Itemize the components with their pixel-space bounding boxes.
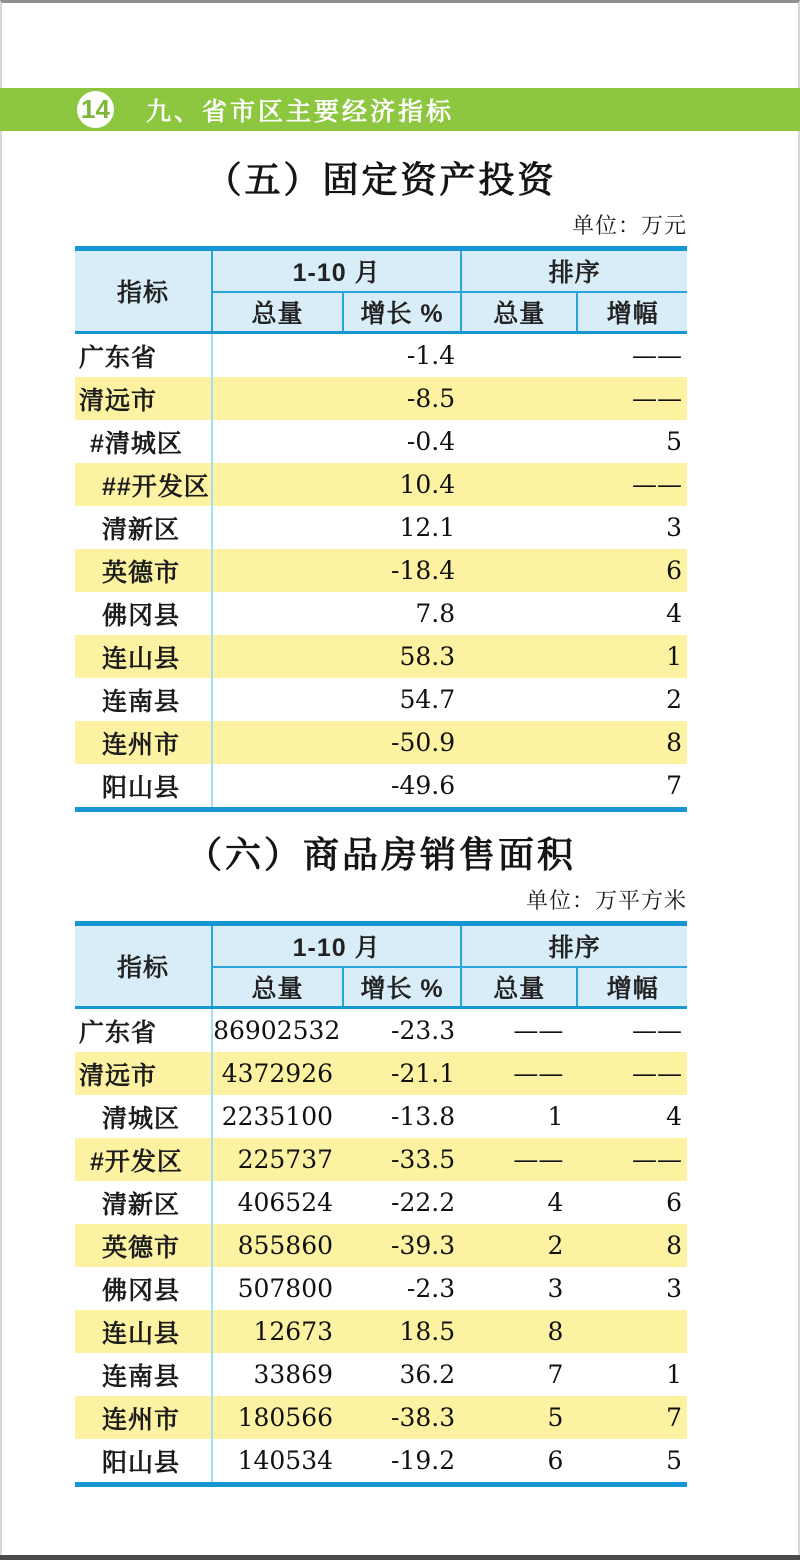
row-label-cell: #开发区	[75, 1138, 212, 1181]
row-label-cell: 连州市	[75, 721, 212, 764]
rank-total-cell: ——	[461, 1008, 577, 1053]
growth-cell: -8.5	[343, 377, 461, 420]
rank-growth-cell: 8	[577, 721, 687, 764]
total-cell	[212, 721, 343, 764]
col-group-period: 1-10 月	[212, 249, 461, 293]
total-cell: 855860	[212, 1224, 343, 1267]
total-cell: 180566	[212, 1396, 343, 1439]
col-header-rank-growth: 增幅	[577, 292, 687, 333]
rank-total-cell	[461, 678, 577, 721]
rank-growth-cell: 7	[577, 764, 687, 810]
table-row	[75, 463, 687, 506]
growth-cell: -50.9	[343, 721, 461, 764]
page-number-badge	[77, 91, 114, 128]
row-label-cell: 清远市	[75, 377, 212, 420]
rank-total-cell	[461, 463, 577, 506]
col-header-growth: 增长 %	[343, 967, 461, 1008]
rank-total-cell: 7	[461, 1353, 577, 1396]
table-row	[75, 333, 687, 378]
growth-cell: -39.3	[343, 1224, 461, 1267]
section-title: 九、省市区主要经济指标	[146, 97, 455, 126]
rank-growth-cell: 1	[577, 635, 687, 678]
row-label-cell: 清新区	[75, 1181, 212, 1224]
table-title: （五）固定资产投资	[205, 159, 557, 200]
growth-cell: -49.6	[343, 764, 461, 810]
growth-cell: 10.4	[343, 463, 461, 506]
table-row	[75, 764, 687, 810]
col-group-period: 1-10 月	[212, 924, 461, 968]
rank-total-cell: 2	[461, 1224, 577, 1267]
rank-growth-cell	[577, 1310, 687, 1353]
table-row	[75, 1439, 687, 1485]
rank-total-cell	[461, 333, 577, 378]
total-cell	[212, 377, 343, 420]
rank-growth-cell: 8	[577, 1224, 687, 1267]
growth-cell: 36.2	[343, 1353, 461, 1396]
table-row	[75, 506, 687, 549]
rank-total-cell	[461, 420, 577, 463]
row-label-cell: ##开发区	[75, 463, 212, 506]
col-header-rank-growth: 增幅	[577, 967, 687, 1008]
rank-growth-cell: ——	[577, 1008, 687, 1053]
total-cell	[212, 764, 343, 810]
total-cell	[212, 635, 343, 678]
col-header-growth: 增长 %	[343, 292, 461, 333]
rank-total-cell: ——	[461, 1052, 577, 1095]
rank-growth-cell: 6	[577, 549, 687, 592]
row-label-cell: 连南县	[75, 1353, 212, 1396]
growth-cell: -23.3	[343, 1008, 461, 1053]
table-section-fixed-asset-investment	[75, 158, 687, 812]
total-cell: 86902532	[212, 1008, 343, 1053]
rank-total-cell: ——	[461, 1138, 577, 1181]
col-header-rank-total: 总量	[461, 967, 577, 1008]
growth-cell: -2.3	[343, 1267, 461, 1310]
table-row	[75, 1224, 687, 1267]
total-cell	[212, 549, 343, 592]
rank-growth-cell: 5	[577, 420, 687, 463]
row-label-cell: 连州市	[75, 1396, 212, 1439]
growth-cell: -13.8	[343, 1095, 461, 1138]
col-header-total: 总量	[212, 292, 343, 333]
total-cell	[212, 678, 343, 721]
row-label-cell: 英德市	[75, 549, 212, 592]
rank-growth-cell: 4	[577, 1095, 687, 1138]
rank-total-cell	[461, 721, 577, 764]
table-row	[75, 1310, 687, 1353]
table-row	[75, 1353, 687, 1396]
rank-growth-cell: 5	[577, 1439, 687, 1485]
rank-growth-cell: ——	[577, 333, 687, 378]
row-label-cell: 佛冈县	[75, 592, 212, 635]
rank-total-cell: 1	[461, 1095, 577, 1138]
rank-total-cell: 3	[461, 1267, 577, 1310]
growth-cell: 18.5	[343, 1310, 461, 1353]
table-row	[75, 678, 687, 721]
growth-cell: -22.2	[343, 1181, 461, 1224]
total-cell: 225737	[212, 1138, 343, 1181]
col-group-rank: 排序	[461, 249, 687, 293]
growth-cell: -38.3	[343, 1396, 461, 1439]
housing-sales-area-table	[75, 921, 687, 1487]
col-group-rank: 排序	[461, 924, 687, 968]
rank-total-cell: 4	[461, 1181, 577, 1224]
total-cell	[212, 463, 343, 506]
rank-growth-cell: 6	[577, 1181, 687, 1224]
row-label-cell: 连南县	[75, 678, 212, 721]
growth-cell: 12.1	[343, 506, 461, 549]
row-label-cell: 广东省	[75, 333, 212, 378]
table-row	[75, 377, 687, 420]
table-row	[75, 549, 687, 592]
rank-growth-cell: 3	[577, 506, 687, 549]
col-header-rank-total: 总量	[461, 292, 577, 333]
row-label-cell: 阳山县	[75, 1439, 212, 1485]
rank-total-cell	[461, 377, 577, 420]
growth-cell: -21.1	[343, 1052, 461, 1095]
table-row	[75, 1008, 687, 1053]
page-number: 14	[81, 94, 110, 124]
rank-total-cell: 5	[461, 1396, 577, 1439]
col-header-indicator: 指标	[75, 924, 212, 1008]
row-label-cell: 阳山县	[75, 764, 212, 810]
table-row	[75, 1095, 687, 1138]
rank-growth-cell: 1	[577, 1353, 687, 1396]
row-label-cell: 佛冈县	[75, 1267, 212, 1310]
total-cell: 507800	[212, 1267, 343, 1310]
rank-total-cell	[461, 764, 577, 810]
rank-growth-cell: 2	[577, 678, 687, 721]
rank-total-cell: 8	[461, 1310, 577, 1353]
row-label-cell: #清城区	[75, 420, 212, 463]
rank-total-cell	[461, 592, 577, 635]
row-label-cell: 广东省	[75, 1008, 212, 1053]
rank-growth-cell: ——	[577, 1052, 687, 1095]
table-row	[75, 1181, 687, 1224]
total-cell	[212, 506, 343, 549]
rank-growth-cell: ——	[577, 1138, 687, 1181]
total-cell	[212, 420, 343, 463]
table-row	[75, 721, 687, 764]
rank-total-cell: 6	[461, 1439, 577, 1485]
table-row	[75, 592, 687, 635]
fixed-asset-investment-table	[75, 246, 687, 812]
unit-label: 单位：万平方米	[525, 888, 687, 913]
unit-label: 单位：万元	[571, 213, 687, 238]
growth-cell: -18.4	[343, 549, 461, 592]
rank-total-cell	[461, 635, 577, 678]
growth-cell: -0.4	[343, 420, 461, 463]
table-title: （六）商品房销售面积	[185, 834, 576, 875]
total-cell: 12673	[212, 1310, 343, 1353]
growth-cell: 7.8	[343, 592, 461, 635]
total-cell: 140534	[212, 1439, 343, 1485]
row-label-cell: 连山县	[75, 1310, 212, 1353]
total-cell: 33869	[212, 1353, 343, 1396]
total-cell	[212, 333, 343, 378]
table-row	[75, 1138, 687, 1181]
rank-total-cell	[461, 549, 577, 592]
table-section-housing-sales-area	[75, 833, 687, 1487]
col-header-total: 总量	[212, 967, 343, 1008]
rank-total-cell	[461, 506, 577, 549]
row-label-cell: 清远市	[75, 1052, 212, 1095]
table-row	[75, 1396, 687, 1439]
row-label-cell: 连山县	[75, 635, 212, 678]
table-row	[75, 635, 687, 678]
col-header-indicator: 指标	[75, 249, 212, 333]
growth-cell: -19.2	[343, 1439, 461, 1485]
total-cell	[212, 592, 343, 635]
rank-growth-cell: 3	[577, 1267, 687, 1310]
row-label-cell: 清新区	[75, 506, 212, 549]
total-cell: 2235100	[212, 1095, 343, 1138]
growth-cell: 58.3	[343, 635, 461, 678]
growth-cell: -1.4	[343, 333, 461, 378]
total-cell: 406524	[212, 1181, 343, 1224]
section-header-bar	[0, 88, 800, 131]
table-row	[75, 1052, 687, 1095]
rank-growth-cell: ——	[577, 463, 687, 506]
page-bottom-rule	[0, 1555, 800, 1560]
rank-growth-cell: 4	[577, 592, 687, 635]
row-label-cell: 英德市	[75, 1224, 212, 1267]
table-row	[75, 1267, 687, 1310]
rank-growth-cell: 7	[577, 1396, 687, 1439]
growth-cell: 54.7	[343, 678, 461, 721]
table-row	[75, 420, 687, 463]
row-label-cell: 清城区	[75, 1095, 212, 1138]
growth-cell: -33.5	[343, 1138, 461, 1181]
rank-growth-cell: ——	[577, 377, 687, 420]
total-cell: 4372926	[212, 1052, 343, 1095]
